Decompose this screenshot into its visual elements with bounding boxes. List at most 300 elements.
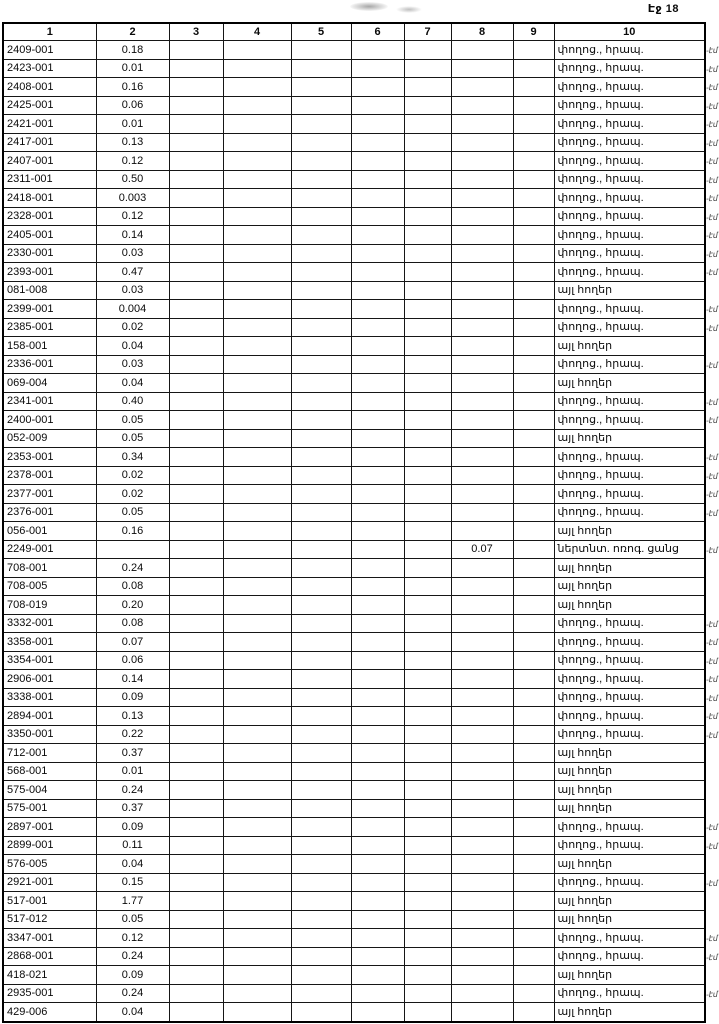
col-9: [513, 300, 554, 319]
land-use-label: փողոց., հրապ.: [554, 707, 705, 726]
col-8-value: [451, 929, 513, 948]
col-6: [351, 836, 404, 855]
col-9: [513, 688, 554, 707]
col-7: [404, 244, 451, 263]
col-3: [169, 836, 223, 855]
table-row: [3, 633, 705, 652]
col-7: [404, 744, 451, 763]
land-use-label: այլ հողեր: [554, 337, 705, 356]
col-6: [351, 244, 404, 263]
area-value: 0.50: [96, 170, 169, 189]
col-8-value: [451, 762, 513, 781]
parcel-code: 2906-001: [3, 670, 96, 689]
col-8-value: [451, 485, 513, 504]
col-6: [351, 281, 404, 300]
col-7: [404, 189, 451, 208]
col-3: [169, 577, 223, 596]
land-use-label: այլ հողեր: [554, 577, 705, 596]
col-4: [223, 873, 291, 892]
col-5: [291, 688, 351, 707]
col-6: [351, 688, 404, 707]
margin-mark: -էմ: [705, 156, 718, 167]
table-row: [3, 318, 705, 337]
land-use-label: փողոց., հրապ.: [554, 651, 705, 670]
col-5: [291, 836, 351, 855]
land-use-label: այլ հողեր: [554, 559, 705, 578]
area-value: 0.09: [96, 818, 169, 837]
col-9: [513, 170, 554, 189]
land-use-label: այլ հողեր: [554, 429, 705, 448]
col-3: [169, 910, 223, 929]
col-4: [223, 947, 291, 966]
col-6: [351, 873, 404, 892]
col-9: [513, 133, 554, 152]
parcel-code: 2407-001: [3, 152, 96, 171]
parcel-code: 708-001: [3, 559, 96, 578]
col-9: [513, 281, 554, 300]
column-header-1: 1: [3, 23, 96, 41]
margin-mark: -էմ: [705, 397, 718, 407]
col-3: [169, 170, 223, 189]
col-9: [513, 503, 554, 522]
col-4: [223, 966, 291, 985]
land-use-label: փողոց., հրապ.: [554, 189, 705, 208]
col-4: [223, 226, 291, 245]
col-8-value: [451, 300, 513, 319]
margin-mark: -էմ: [705, 212, 718, 222]
col-9: [513, 392, 554, 411]
col-8-value: [451, 374, 513, 393]
col-9: [513, 115, 554, 134]
col-4: [223, 577, 291, 596]
col-3: [169, 263, 223, 282]
col-3: [169, 392, 223, 411]
col-7: [404, 540, 451, 559]
col-5: [291, 522, 351, 541]
col-6: [351, 892, 404, 911]
col-5: [291, 281, 351, 300]
col-4: [223, 670, 291, 689]
col-6: [351, 96, 404, 115]
land-use-label: փողոց., հրապ.: [554, 133, 705, 152]
col-4: [223, 78, 291, 97]
col-6: [351, 762, 404, 781]
col-9: [513, 984, 554, 1003]
parcel-code: 568-001: [3, 762, 96, 781]
area-value: 0.02: [96, 485, 169, 504]
table-row: [3, 910, 705, 929]
col-5: [291, 818, 351, 837]
col-8-value: [451, 133, 513, 152]
col-4: [223, 892, 291, 911]
parcel-code: 429-006: [3, 1003, 96, 1022]
col-9: [513, 466, 554, 485]
land-use-label: փողոց., հրապ.: [554, 207, 705, 226]
col-8-value: [451, 596, 513, 615]
col-4: [223, 41, 291, 60]
table-row: [3, 596, 705, 615]
area-value: 0.37: [96, 799, 169, 818]
land-use-label: փողոց., հրապ.: [554, 688, 705, 707]
col-4: [223, 503, 291, 522]
col-9: [513, 1003, 554, 1022]
area-value: 0.18: [96, 41, 169, 60]
table-row: [3, 818, 705, 837]
col-7: [404, 41, 451, 60]
col-3: [169, 892, 223, 911]
col-3: [169, 540, 223, 559]
col-6: [351, 781, 404, 800]
parcel-code: 069-004: [3, 374, 96, 393]
col-4: [223, 633, 291, 652]
col-7: [404, 818, 451, 837]
area-value: 1.77: [96, 892, 169, 911]
col-4: [223, 244, 291, 263]
table-row: [3, 466, 705, 485]
table-row: [3, 522, 705, 541]
parcel-code: 2417-001: [3, 133, 96, 152]
col-4: [223, 744, 291, 763]
col-5: [291, 411, 351, 430]
area-value: 0.01: [96, 762, 169, 781]
col-8-value: [451, 226, 513, 245]
area-value: 0.07: [96, 633, 169, 652]
parcel-code: 2378-001: [3, 466, 96, 485]
parcel-code: 3338-001: [3, 688, 96, 707]
col-4: [223, 614, 291, 633]
col-7: [404, 799, 451, 818]
page-number-label: Էջ 18: [647, 3, 679, 15]
margin-mark: -էմ: [705, 878, 718, 888]
land-use-label: փողոց., հրապ.: [554, 670, 705, 689]
parcel-code: 2418-001: [3, 189, 96, 208]
table-row: [3, 1003, 705, 1022]
margin-mark: -էմ: [705, 693, 718, 703]
col-5: [291, 337, 351, 356]
table-header-row: [3, 23, 705, 41]
col-3: [169, 522, 223, 541]
col-6: [351, 170, 404, 189]
col-4: [223, 762, 291, 781]
area-value: 0.11: [96, 836, 169, 855]
col-9: [513, 966, 554, 985]
col-9: [513, 207, 554, 226]
col-9: [513, 781, 554, 800]
col-4: [223, 96, 291, 115]
land-use-label: փողոց., հրապ.: [554, 873, 705, 892]
col-4: [223, 781, 291, 800]
col-3: [169, 189, 223, 208]
col-6: [351, 670, 404, 689]
parcel-code: 2425-001: [3, 96, 96, 115]
table-row: [3, 855, 705, 874]
col-4: [223, 651, 291, 670]
col-3: [169, 688, 223, 707]
table-row: [3, 170, 705, 189]
col-9: [513, 226, 554, 245]
col-3: [169, 559, 223, 578]
col-7: [404, 78, 451, 97]
land-use-label: փողոց., հրապ.: [554, 725, 705, 744]
col-5: [291, 133, 351, 152]
land-use-label: այլ հողեր: [554, 281, 705, 300]
col-4: [223, 910, 291, 929]
col-5: [291, 189, 351, 208]
col-8-value: [451, 318, 513, 337]
col-5: [291, 577, 351, 596]
col-7: [404, 448, 451, 467]
table-row: [3, 744, 705, 763]
land-use-label: փողոց., հրապ.: [554, 41, 705, 60]
col-9: [513, 929, 554, 948]
table-row: [3, 781, 705, 800]
col-3: [169, 133, 223, 152]
col-5: [291, 96, 351, 115]
col-9: [513, 836, 554, 855]
col-4: [223, 133, 291, 152]
col-6: [351, 1003, 404, 1022]
area-value: 0.01: [96, 115, 169, 134]
col-9: [513, 485, 554, 504]
table-row: [3, 503, 705, 522]
table-row: [3, 59, 705, 78]
col-3: [169, 503, 223, 522]
col-8-value: [451, 392, 513, 411]
col-4: [223, 448, 291, 467]
table-row: [3, 688, 705, 707]
col-5: [291, 855, 351, 874]
col-8-value: [451, 429, 513, 448]
margin-mark: -էմ: [705, 637, 718, 648]
col-6: [351, 503, 404, 522]
col-7: [404, 1003, 451, 1022]
col-4: [223, 836, 291, 855]
col-5: [291, 355, 351, 374]
area-value: 0.09: [96, 688, 169, 707]
parcel-code: 575-001: [3, 799, 96, 818]
parcel-code: 708-019: [3, 596, 96, 615]
col-7: [404, 873, 451, 892]
col-7: [404, 226, 451, 245]
col-9: [513, 892, 554, 911]
col-3: [169, 670, 223, 689]
table-row: [3, 448, 705, 467]
col-8-value: [451, 1003, 513, 1022]
col-8-value: [451, 448, 513, 467]
col-8-value: [451, 966, 513, 985]
col-8-value: [451, 633, 513, 652]
margin-mark: -էմ: [705, 508, 718, 518]
margin-mark: -էմ: [705, 656, 718, 666]
area-value: 0.06: [96, 96, 169, 115]
col-7: [404, 96, 451, 115]
col-5: [291, 429, 351, 448]
margin-mark: -էմ: [705, 249, 718, 259]
margin-mark: -էմ: [705, 933, 718, 944]
col-4: [223, 281, 291, 300]
area-value: 0.24: [96, 984, 169, 1003]
col-8-value: [451, 281, 513, 300]
area-value: 0.47: [96, 263, 169, 282]
parcel-code: 2377-001: [3, 485, 96, 504]
parcel-code: 517-012: [3, 910, 96, 929]
table-row: [3, 725, 705, 744]
col-6: [351, 984, 404, 1003]
table-row: [3, 189, 705, 208]
parcel-code: 2405-001: [3, 226, 96, 245]
col-6: [351, 614, 404, 633]
col-8-value: [451, 947, 513, 966]
area-value: 0.08: [96, 577, 169, 596]
area-value: 0.02: [96, 318, 169, 337]
col-6: [351, 392, 404, 411]
col-8-value: [451, 799, 513, 818]
col-5: [291, 244, 351, 263]
parcel-code: 2328-001: [3, 207, 96, 226]
col-7: [404, 577, 451, 596]
table-row: [3, 300, 705, 319]
area-value: 0.05: [96, 411, 169, 430]
land-use-label: փողոց., հրապ.: [554, 947, 705, 966]
land-use-label: փողոց., հրապ.: [554, 170, 705, 189]
col-3: [169, 318, 223, 337]
area-value: 0.06: [96, 651, 169, 670]
col-7: [404, 966, 451, 985]
col-9: [513, 78, 554, 97]
col-6: [351, 133, 404, 152]
table-row: [3, 966, 705, 985]
col-8-value: [451, 115, 513, 134]
parcel-code: 2399-001: [3, 300, 96, 319]
area-value: 0.14: [96, 670, 169, 689]
area-value: 0.02: [96, 466, 169, 485]
parcel-code: 2897-001: [3, 818, 96, 837]
col-3: [169, 226, 223, 245]
table-row: [3, 707, 705, 726]
col-6: [351, 577, 404, 596]
col-9: [513, 152, 554, 171]
margin-mark: -էմ: [705, 822, 718, 833]
col-8-value: [451, 189, 513, 208]
table-row: [3, 355, 705, 374]
col-4: [223, 522, 291, 541]
parcel-code: 712-001: [3, 744, 96, 763]
col-3: [169, 41, 223, 60]
land-use-label: այլ հողեր: [554, 762, 705, 781]
col-6: [351, 947, 404, 966]
area-value: 0.12: [96, 152, 169, 171]
col-5: [291, 873, 351, 892]
col-3: [169, 448, 223, 467]
parcel-code: 158-001: [3, 337, 96, 356]
col-4: [223, 855, 291, 874]
margin-mark: -էմ: [705, 989, 718, 999]
col-5: [291, 1003, 351, 1022]
land-use-label: փողոց., հրապ.: [554, 503, 705, 522]
col-3: [169, 1003, 223, 1022]
area-value: 0.08: [96, 614, 169, 633]
parcel-code: 2921-001: [3, 873, 96, 892]
parcel-code: 708-005: [3, 577, 96, 596]
col-7: [404, 559, 451, 578]
margin-mark: -էմ: [705, 101, 718, 111]
col-8-value: [451, 244, 513, 263]
col-6: [351, 596, 404, 615]
area-value: 0.24: [96, 781, 169, 800]
col-7: [404, 429, 451, 448]
col-4: [223, 466, 291, 485]
col-8-value: [451, 614, 513, 633]
parcel-code: 2249-001: [3, 540, 96, 559]
col-9: [513, 744, 554, 763]
land-use-label: այլ հողեր: [554, 374, 705, 393]
margin-mark: -էմ: [705, 489, 718, 500]
col-9: [513, 411, 554, 430]
col-3: [169, 244, 223, 263]
col-3: [169, 355, 223, 374]
col-6: [351, 78, 404, 97]
table-row: [3, 929, 705, 948]
area-value: 0.05: [96, 503, 169, 522]
col-8-value: [451, 855, 513, 874]
col-6: [351, 152, 404, 171]
col-3: [169, 707, 223, 726]
col-7: [404, 374, 451, 393]
area-value: 0.12: [96, 207, 169, 226]
land-use-label: փողոց., հրապ.: [554, 318, 705, 337]
col-6: [351, 707, 404, 726]
table-row: [3, 263, 705, 282]
col-7: [404, 725, 451, 744]
col-9: [513, 337, 554, 356]
col-6: [351, 374, 404, 393]
col-5: [291, 374, 351, 393]
parcel-code: 3358-001: [3, 633, 96, 652]
land-use-label: այլ հողեր: [554, 1003, 705, 1022]
parcel-code: 2935-001: [3, 984, 96, 1003]
parcel-code: 2409-001: [3, 41, 96, 60]
col-8-value: [451, 207, 513, 226]
column-header-4: 4: [223, 23, 291, 41]
col-7: [404, 466, 451, 485]
col-7: [404, 762, 451, 781]
margin-mark: -էմ: [705, 64, 718, 74]
col-6: [351, 300, 404, 319]
col-8-value: [451, 355, 513, 374]
col-5: [291, 78, 351, 97]
column-header-6: 6: [351, 23, 404, 41]
col-5: [291, 59, 351, 78]
land-use-label: այլ հողեր: [554, 799, 705, 818]
col-3: [169, 115, 223, 134]
col-7: [404, 207, 451, 226]
col-6: [351, 189, 404, 208]
col-4: [223, 263, 291, 282]
area-value: 0.004: [96, 300, 169, 319]
col-7: [404, 596, 451, 615]
table-row: [3, 762, 705, 781]
col-8-value: [451, 781, 513, 800]
table-row: [3, 411, 705, 430]
col-7: [404, 115, 451, 134]
parcel-code: 576-005: [3, 855, 96, 874]
col-5: [291, 170, 351, 189]
parcel-code: 2341-001: [3, 392, 96, 411]
col-3: [169, 485, 223, 504]
parcel-code: 418-021: [3, 966, 96, 985]
table-row: [3, 281, 705, 300]
table-row: [3, 984, 705, 1003]
